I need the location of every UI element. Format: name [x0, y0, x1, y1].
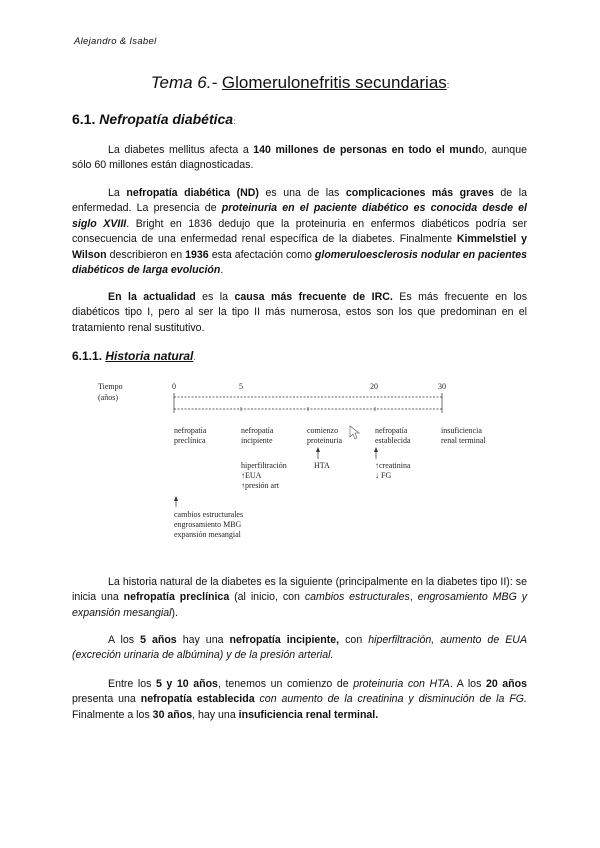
p6-text-j: Finalmente a los — [72, 708, 153, 721]
notes-proteinuria — [314, 461, 330, 471]
p3-text-d: Es más frecuente en los diabéticos tipo I, pero al ser la tipo II más numerosa, estos son los que predominan en el tratamiento renal sustitutivo. — [72, 291, 527, 334]
notes-establecida — [375, 461, 411, 481]
stage-establecida-line1: nefropatía — [375, 426, 408, 435]
arrow-proteinuria-head — [316, 447, 320, 452]
note-hta: HTA — [314, 461, 330, 470]
stage-terminal-line2: renal terminal — [441, 436, 486, 445]
timeline-year-20: 20 — [370, 382, 378, 391]
p4-bold-b: nefropatía preclínica — [123, 591, 230, 604]
notes-preclinica — [174, 510, 243, 540]
p2-text-e: de la enfermedad. La presencia de — [72, 187, 527, 215]
p4-text-e: , — [409, 591, 418, 604]
p6-bold-f: 20 años — [485, 678, 528, 690]
p3-bold-a: En la actualidad — [108, 291, 196, 303]
paragraph-4 — [72, 575, 527, 621]
p2-bold-b: nefropatía diabética (ND) — [126, 187, 259, 199]
timeline-axis-label-2: (años) — [98, 393, 118, 402]
note-presion: ↑presión art — [241, 481, 279, 490]
section-number: 6.1. — [72, 111, 96, 127]
p6-text-l: , hay una — [192, 708, 239, 721]
stage-proteinuria-line1: comienzo — [307, 426, 339, 435]
arrow-establecida-head — [374, 447, 378, 452]
subsection-title: Historia natural — [105, 349, 194, 363]
stage-incipiente — [241, 426, 273, 446]
p4-italic-d: cambios estructurales — [304, 591, 410, 604]
p6-bold-m: insuficiencia renal terminal. — [238, 708, 379, 721]
stage-proteinuria-line2: proteinuria — [307, 436, 343, 445]
p6-italic-d: proteinuria con HTA — [353, 678, 450, 690]
stage-terminal-line1: insuficiencia — [441, 426, 482, 435]
p6-text-c: , tenemos un comienzo de — [217, 678, 354, 690]
note-hiperfiltracion: hiperfiltración — [241, 461, 287, 470]
cursor-icon — [350, 426, 359, 439]
timeline-year-0: 0 — [172, 382, 176, 391]
p2-text-a: La — [108, 187, 127, 199]
p6-bold-k: 30 años — [152, 708, 193, 721]
p2-bold-h: Kimmelstiel y Wilson — [72, 233, 527, 261]
p3-bold-c: causa más frecuente de IRC. — [234, 291, 393, 303]
p6-italic-i: con aumento de la creatinina y disminución de la FG. — [254, 693, 527, 706]
p5-bold-b: 5 años — [140, 634, 177, 646]
p3-text-b: es la — [195, 291, 235, 303]
note-engrosamiento: engrosamiento MBG — [174, 520, 242, 529]
p4-text-g: ). — [171, 606, 179, 619]
title-tail: : — [446, 80, 450, 90]
section-title: Nefropatía diabética — [99, 111, 234, 127]
p5-text-a: A los — [108, 634, 141, 646]
arrow-preclinica-head — [174, 496, 178, 501]
timeline-axis-label-1: Tiempo — [98, 382, 123, 391]
p6-bold-h: nefropatía establecida — [140, 693, 255, 706]
note-cambios: cambios estructurales — [174, 510, 244, 519]
timeline-year-30: 30 — [438, 382, 446, 391]
subsection-tail: . — [193, 353, 196, 362]
p2-bold-d: complicaciones más graves — [345, 187, 494, 199]
section-tail: : — [233, 117, 236, 126]
note-fg: ↓ FG — [375, 471, 392, 480]
p2-text-i: describieron en — [106, 248, 186, 261]
note-expansion: expansión mesangial — [174, 530, 241, 539]
note-eua: ↑EUA — [241, 471, 262, 480]
paragraph-6 — [72, 677, 527, 723]
p2-text-m: . — [220, 264, 224, 277]
p2-text-k: esta afectación como — [208, 248, 315, 261]
p5-text-c: hay una — [176, 634, 230, 646]
p5-bold-d: nefropatía incipiente, — [229, 634, 340, 646]
stage-preclinica-line2: preclínica — [174, 436, 206, 445]
p2-bold-j: 1936 — [185, 248, 209, 261]
stage-incipiente-line1: nefropatía — [241, 426, 274, 435]
stage-preclinica — [174, 426, 206, 446]
p6-text-a: Entre los — [108, 678, 156, 690]
p6-text-e: . A los — [449, 678, 486, 690]
stage-incipiente-line2: incipiente — [241, 436, 273, 445]
p5-italic-f: hiperfiltración, aumento de EUA (excreción urinaria de albúmina) y de la presión arterial. — [72, 634, 528, 662]
subsection-number: 6.1.1. — [72, 349, 103, 363]
p1-text-a: La diabetes mellitus afecta a — [108, 144, 254, 156]
p6-text-g: presenta una — [72, 693, 141, 706]
timeline-year-5: 5 — [239, 382, 243, 391]
page-header-author: Alejandro & Isabel — [74, 36, 157, 47]
p4-italic-f: engrosamiento MBG y expansión mesangial — [72, 591, 528, 619]
p2-text-c: es una de las — [258, 187, 346, 199]
title-main: Glomerulonefritis secundarias — [221, 73, 447, 92]
note-creatinina: ↑creatinina — [375, 461, 411, 470]
stage-preclinica-line1: nefropatía — [174, 426, 207, 435]
paragraph-5 — [72, 633, 527, 664]
stage-proteinuria — [307, 426, 342, 446]
p5-text-e: con — [339, 634, 369, 646]
p4-text-c: (al inicio, con — [229, 591, 305, 604]
title-lead: Tema 6.- — [150, 73, 218, 92]
p1-text-c: o, aunque sólo 60 millones están diagnosticadas. — [72, 144, 527, 172]
stage-terminal — [441, 426, 486, 446]
p1-bold-b: 140 millones de personas en todo el mund — [253, 144, 479, 156]
p2-bolditalic-f: proteinuria en el paciente diabético es conocida desde el siglo XVIII — [72, 202, 527, 230]
p4-text-a: La historia natural de la diabetes es la siguiente (principalmente en la diabetes tipo II): se inicia una — [72, 576, 527, 604]
p2-bolditalic-l: glomeruloesclerosis nodular en pacientes diabéticos de larga evolución — [72, 248, 527, 277]
stage-establecida-line2: establecida — [375, 436, 411, 445]
notes-incipiente — [241, 461, 287, 491]
stage-establecida — [375, 426, 411, 446]
p6-bold-b: 5 y 10 años — [155, 678, 218, 690]
p2-text-g: . Bright en 1836 dedujo que la proteinuria en enfermos diabéticos podría ser consecuencia de una enfermedad renal específica de la diabetes. Finalmente — [72, 217, 527, 246]
